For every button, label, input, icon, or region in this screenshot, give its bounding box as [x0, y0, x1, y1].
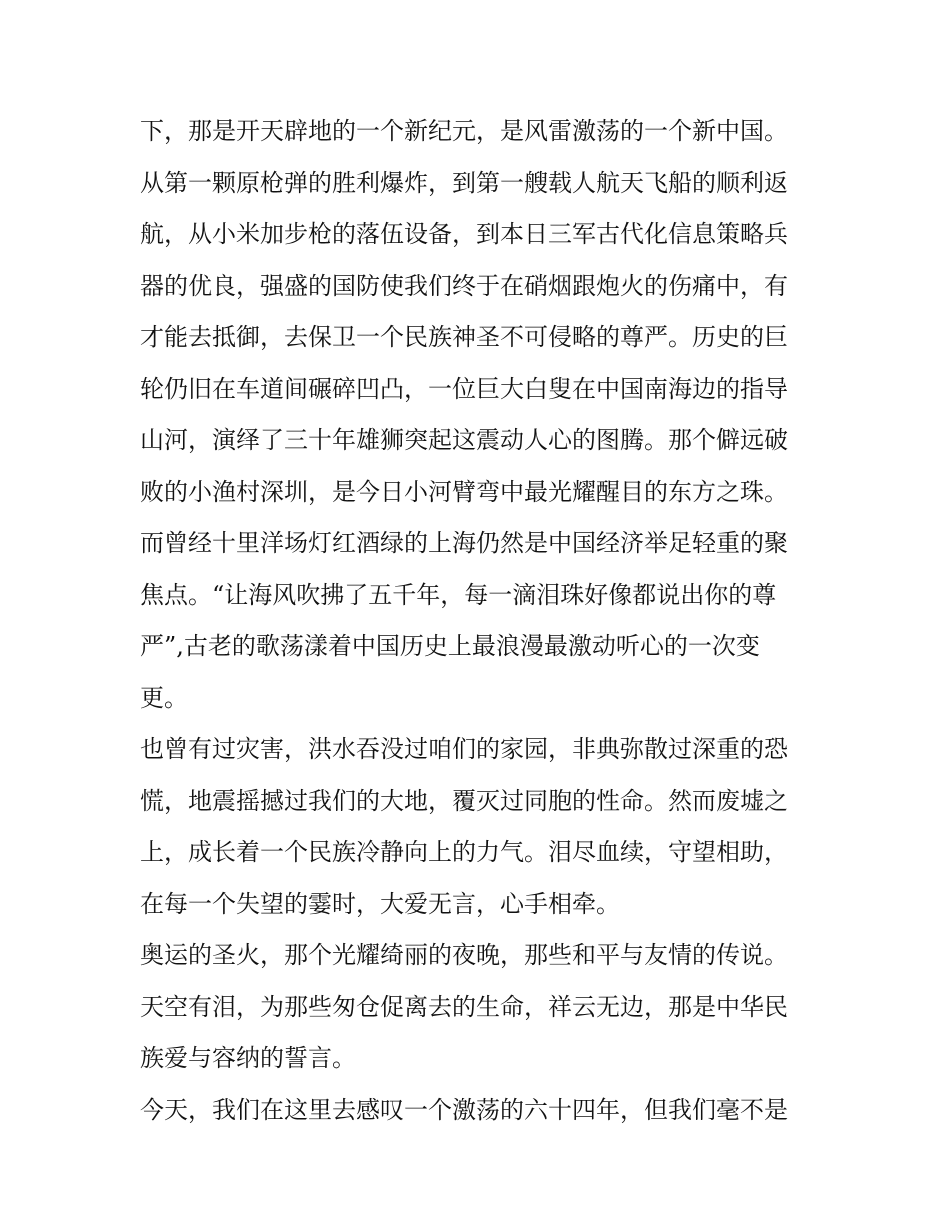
text-line: 而曾经十里洋场灯红酒绿的上海仍然是中国经济举足轻重的聚 — [140, 529, 788, 557]
text-line: 上，成长着一个民族冷静向上的力气。泪尽血续，守望相助， — [140, 838, 788, 866]
text-line: 下，那是开天辟地的一个新纪元，是风雷激荡的一个新中国。 — [140, 117, 788, 145]
text-line: 也曾有过灾害，洪水吞没过咱们的家园，非典弥散过深重的恐 — [140, 735, 788, 763]
text-line: 才能去抵御，去保卫一个民族神圣不可侵略的尊严。历史的巨 — [140, 323, 788, 351]
text-line: 从第一颗原枪弹的胜利爆炸，到第一艘载人航天飞船的顺利返 — [140, 168, 788, 197]
text-line: 器的优良，强盛的国防使我们终于在硝烟跟炮火的伤痛中，有 — [140, 271, 788, 300]
text-line: 今天，我们在这里去感叹一个激荡的六十四年，但我们毫不是 — [140, 1095, 788, 1124]
text-line: 族爱与容纳的誓言。 — [140, 1044, 356, 1072]
text-line: 轮仍旧在车道间碾碎凹凸，一位巨大白叟在中国南海边的指导 — [140, 374, 788, 403]
text-line: 天空有泪，为那些匆仓促离去的生命，祥云无边，那是中华民 — [140, 992, 788, 1021]
text-line: 慌，地震摇撼过我们的大地，覆灭过同胞的性命。然而废墟之 — [140, 786, 788, 815]
text-line: 败的小渔村深圳，是今日小河臂弯中最光耀醒目的东方之珠。 — [140, 477, 788, 506]
text-line: 奥运的圣火，那个光耀绮丽的夜晚，那些和平与友情的传说。 — [140, 941, 788, 969]
text-line: 严”,古老的歌荡漾着中国历史上最浪漫最激动听心的一次变 — [140, 632, 760, 660]
text-line: 山河，演绎了三十年雄狮突起这震动人心的图腾。那个僻远破 — [140, 426, 788, 454]
text-line: 航，从小米加步枪的落伍设备，到本日三军古代化信息策略兵 — [140, 220, 788, 248]
text-line: 焦点。“让海风吹拂了五千年，每一滴泪珠好像都说出你的尊 — [140, 580, 777, 609]
text-line: 在每一个失望的霎时，大爱无言，心手相牵。 — [140, 889, 620, 918]
body-text — [140, 106, 820, 1136]
text-line: 更。 — [140, 683, 188, 712]
